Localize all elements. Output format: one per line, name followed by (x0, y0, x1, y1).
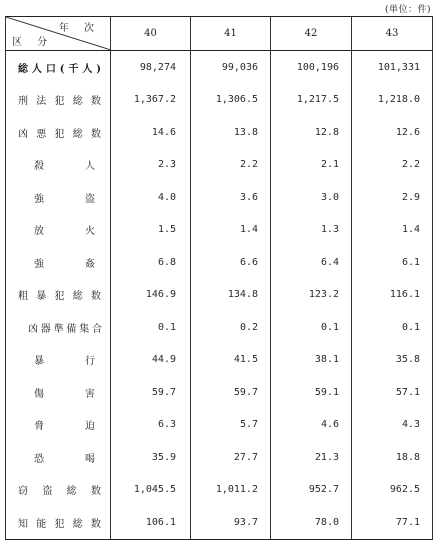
table-header-row (6, 17, 433, 51)
year-header-40: 40 (111, 17, 191, 51)
value-cell: 38.1 (271, 344, 352, 377)
year-header-41: 41 (191, 17, 271, 51)
value-cell: 1,218.0 (352, 84, 433, 117)
value-cell: 41.5 (191, 344, 271, 377)
corner-header-cell (6, 17, 111, 51)
year-axis-label: 年 次 (58, 23, 100, 34)
table-body (6, 51, 433, 540)
row-label: 傷害 (6, 376, 111, 409)
value-cell: 3.0 (271, 181, 352, 214)
value-cell: 100,196 (271, 51, 352, 84)
row-label: 粗暴犯総数 (6, 279, 111, 312)
value-cell: 6.3 (111, 409, 191, 442)
value-cell: 13.8 (191, 116, 271, 149)
value-cell: 1.4 (191, 214, 271, 247)
row-label: 殺人 (6, 149, 111, 182)
value-cell: 6.4 (271, 246, 352, 279)
value-cell: 93.7 (191, 506, 271, 539)
table-row (6, 311, 433, 344)
value-cell: 59.1 (271, 376, 352, 409)
table-row (6, 246, 433, 279)
value-cell: 146.9 (111, 279, 191, 312)
table-row (6, 51, 433, 84)
row-label: 窃盗総数 (6, 474, 111, 507)
row-label: 刑法犯総数 (6, 84, 111, 117)
row-label: 強姦 (6, 246, 111, 279)
value-cell: 27.7 (191, 441, 271, 474)
value-cell: 35.8 (352, 344, 433, 377)
value-cell: 1.3 (271, 214, 352, 247)
unit-note: (単位：件) (384, 5, 431, 15)
value-cell: 3.6 (191, 181, 271, 214)
value-cell: 2.9 (352, 181, 433, 214)
row-label: 放火 (6, 214, 111, 247)
row-label: 恐喝 (6, 441, 111, 474)
table-row (6, 84, 433, 117)
value-cell: 116.1 (352, 279, 433, 312)
value-cell: 6.1 (352, 246, 433, 279)
crime-statistics-table (5, 16, 433, 540)
table-row (6, 506, 433, 539)
row-label: 強盗 (6, 181, 111, 214)
value-cell: 59.7 (191, 376, 271, 409)
table-row (6, 181, 433, 214)
value-cell: 98,274 (111, 51, 191, 84)
row-label: 凶悪犯総数 (6, 116, 111, 149)
year-header-42: 42 (271, 17, 352, 51)
table-row (6, 279, 433, 312)
value-cell: 2.3 (111, 149, 191, 182)
value-cell: 57.1 (352, 376, 433, 409)
value-cell: 952.7 (271, 474, 352, 507)
table-row (6, 376, 433, 409)
value-cell: 1,217.5 (271, 84, 352, 117)
row-label: 凶器準備集合 (6, 311, 111, 344)
table-row (6, 344, 433, 377)
value-cell: 77.1 (352, 506, 433, 539)
value-cell: 4.3 (352, 409, 433, 442)
value-cell: 6.6 (191, 246, 271, 279)
value-cell: 1,367.2 (111, 84, 191, 117)
row-label: 脅迫 (6, 409, 111, 442)
table-row (6, 116, 433, 149)
table-row (6, 214, 433, 247)
value-cell: 44.9 (111, 344, 191, 377)
value-cell: 123.2 (271, 279, 352, 312)
value-cell: 1,011.2 (191, 474, 271, 507)
value-cell: 1.5 (111, 214, 191, 247)
value-cell: 1.4 (352, 214, 433, 247)
value-cell: 0.1 (111, 311, 191, 344)
value-cell: 12.8 (271, 116, 352, 149)
category-axis-label: 区 分 (12, 37, 54, 48)
value-cell: 5.7 (191, 409, 271, 442)
row-label: 知能犯総数 (6, 506, 111, 539)
value-cell: 106.1 (111, 506, 191, 539)
year-header-43: 43 (352, 17, 433, 51)
value-cell: 4.0 (111, 181, 191, 214)
value-cell: 101,331 (352, 51, 433, 84)
value-cell: 0.2 (191, 311, 271, 344)
value-cell: 2.1 (271, 149, 352, 182)
value-cell: 6.8 (111, 246, 191, 279)
table-row (6, 409, 433, 442)
value-cell: 962.5 (352, 474, 433, 507)
value-cell: 59.7 (111, 376, 191, 409)
table-row (6, 149, 433, 182)
value-cell: 12.6 (352, 116, 433, 149)
table-row (6, 474, 433, 507)
value-cell: 2.2 (352, 149, 433, 182)
row-label: 暴行 (6, 344, 111, 377)
table-row (6, 441, 433, 474)
value-cell: 134.8 (191, 279, 271, 312)
value-cell: 14.6 (111, 116, 191, 149)
value-cell: 4.6 (271, 409, 352, 442)
value-cell: 1,306.5 (191, 84, 271, 117)
value-cell: 99,036 (191, 51, 271, 84)
value-cell: 18.8 (352, 441, 433, 474)
value-cell: 35.9 (111, 441, 191, 474)
value-cell: 0.1 (352, 311, 433, 344)
row-label: 総人口(千人) (6, 51, 111, 84)
value-cell: 2.2 (191, 149, 271, 182)
value-cell: 21.3 (271, 441, 352, 474)
value-cell: 0.1 (271, 311, 352, 344)
value-cell: 78.0 (271, 506, 352, 539)
value-cell: 1,045.5 (111, 474, 191, 507)
